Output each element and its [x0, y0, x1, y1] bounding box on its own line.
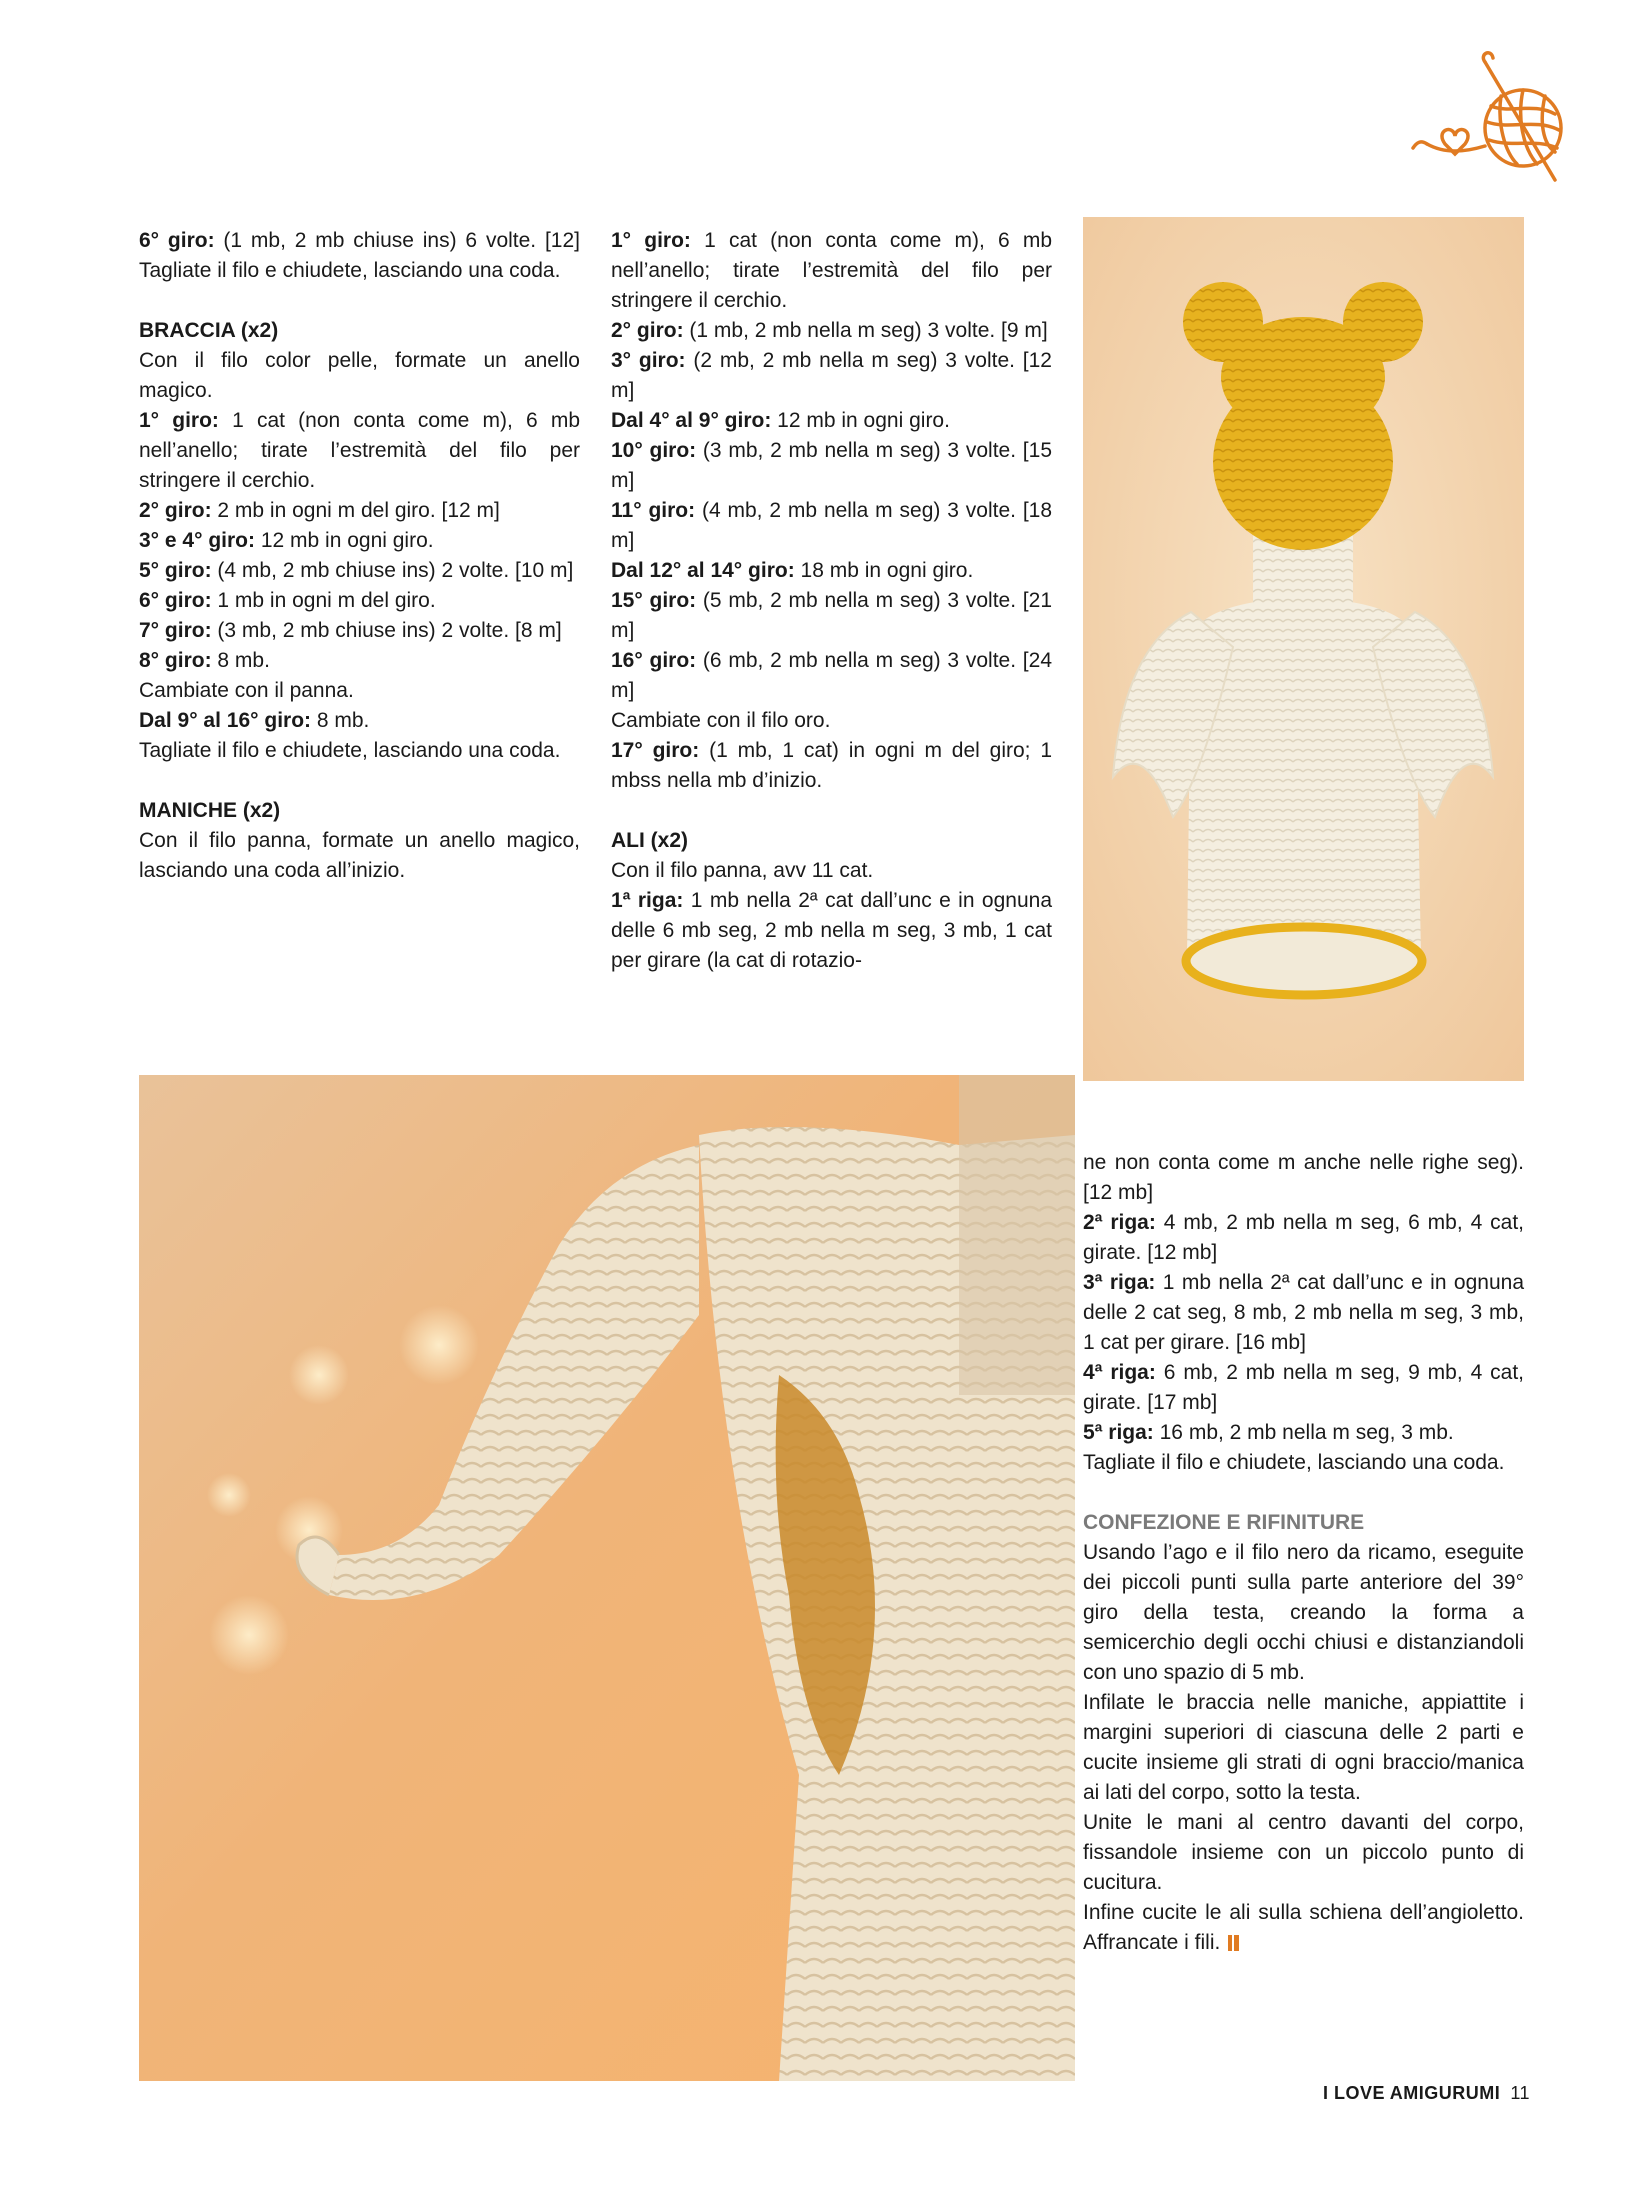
instruction-line: [139, 526, 580, 556]
round-label: 3ª riga:: [1083, 1271, 1156, 1294]
instruction-line: [139, 496, 580, 526]
instruction-text: Con il filo panna, avv 11 cat.: [611, 859, 874, 882]
instruction-line: [611, 316, 1052, 346]
round-label: Dal 12° al 14° giro:: [611, 559, 795, 582]
instruction-text: 12 mb in ogni giro.: [255, 529, 434, 552]
instruction-text: Usando l’ago e il filo nero da ricamo, eseguite dei piccoli punti sulla parte anteriore del 39° giro della testa, creando la forma a semicerchio degli occhi chiusi e distanziandoli con uno spazio di 5 mb.: [1083, 1541, 1524, 1684]
text-column-1: [139, 226, 580, 886]
instruction-text: 8 mb.: [311, 709, 370, 732]
instruction-line: [139, 616, 580, 646]
instruction-line: [139, 646, 580, 676]
instruction-line: [1083, 1898, 1524, 1958]
instruction-line: [139, 406, 580, 496]
instruction-text: (1 mb, 2 mb nella m seg) 3 volte. [9 m]: [683, 319, 1048, 342]
instruction-text: Infilate le braccia nelle maniche, appiattite i margini superiori di ciascuna delle 2 parti e cucite insieme gli strati di ogni braccio/manica ai lati del corpo, sotto la testa.: [1083, 1691, 1524, 1804]
instruction-text: 4 mb, 2 mb nella m seg, 6 mb, 4 cat, girate. [12 mb]: [1083, 1211, 1524, 1264]
instruction-text: 1 cat (non conta come m), 6 mb nell’anello; tirate l’estremità del filo per stringere il cerchio.: [139, 409, 580, 492]
round-label: 4ª riga:: [1083, 1361, 1156, 1384]
round-label: 3° giro:: [611, 349, 686, 372]
round-label: 6° giro:: [139, 589, 212, 612]
round-label: 2° giro:: [611, 319, 684, 342]
section-heading: BRACCIA (x2): [139, 319, 279, 342]
instruction-text: 6 mb, 2 mb nella m seg, 9 mb, 4 cat, girate. [17 mb]: [1083, 1361, 1524, 1414]
instruction-text: ne non conta come m anche nelle righe seg). [12 mb]: [1083, 1151, 1524, 1204]
instruction-text: Cambiate con il panna.: [139, 679, 354, 702]
yarn-ball-crochet-hook-heart-icon: [1405, 44, 1595, 194]
instruction-text: Tagliate il filo e chiudete, lasciando una coda.: [1083, 1451, 1505, 1474]
instruction-line: [139, 226, 580, 286]
instruction-text: 1 mb nella 2ª cat dall’unc e in ognuna delle 6 mb seg, 2 mb nella m seg, 3 mb, 1 cat per girare (la cat di rotazio-: [611, 889, 1053, 972]
instruction-text: (1 mb, 2 mb chiuse ins) 6 volte. [12] Tagliate il filo e chiudete, lasciando una coda.: [139, 229, 580, 282]
round-label: Dal 4° al 9° giro:: [611, 409, 772, 432]
instruction-text: (2 mb, 2 mb nella m seg) 3 volte. [12 m]: [611, 349, 1052, 402]
round-label: 1ª riga:: [611, 889, 684, 912]
round-label: 2ª riga:: [1083, 1211, 1156, 1234]
magazine-name: I LOVE AMIGURUMI: [1322, 2083, 1501, 2103]
arm-closeup-photo: [139, 1075, 1075, 2081]
instruction-line: [1083, 1148, 1524, 1208]
instruction-text: (6 mb, 2 mb nella m seg) 3 volte. [24 m]: [611, 649, 1053, 702]
instruction-line: [1083, 1268, 1524, 1358]
instruction-line: [611, 856, 1052, 886]
page-number: 11: [1510, 2083, 1530, 2103]
instruction-line: [611, 406, 1052, 436]
instruction-line: [139, 826, 580, 886]
section-heading: ALI (x2): [611, 829, 689, 852]
paragraph-gap: [139, 286, 580, 316]
instruction-line: [611, 436, 1052, 496]
instruction-line: [611, 586, 1052, 646]
round-label: 5ª riga:: [1083, 1421, 1154, 1444]
instruction-line: [1083, 1538, 1524, 1688]
instruction-line: [1083, 1418, 1524, 1448]
instruction-line: [139, 346, 580, 406]
instruction-text: 18 mb in ogni giro.: [794, 559, 974, 582]
instruction-line: [611, 346, 1052, 406]
round-label: Dal 9° al 16° giro:: [139, 709, 312, 732]
paragraph-gap: [611, 796, 1052, 826]
instruction-line: [139, 676, 580, 706]
paragraph-gap: [139, 766, 580, 796]
instruction-line: [1083, 1208, 1524, 1268]
round-label: 5° giro:: [139, 559, 212, 582]
instruction-line: [611, 226, 1052, 316]
instruction-line: [1083, 1808, 1524, 1898]
round-label: 3° e 4° giro:: [139, 529, 255, 552]
round-label: 6° giro:: [139, 229, 215, 252]
instruction-text: 1 mb nella 2ª cat dall’unc e in ognuna delle 2 cat seg, 8 mb, 2 mb nella m seg, 3 mb, 1 cat per girare. [16 mb]: [1083, 1271, 1525, 1354]
paragraph-gap: [1083, 1478, 1524, 1508]
instruction-text: 1 cat (non conta come m), 6 mb nell’anello; tirate l’estremità del filo per stringere il cerchio.: [611, 229, 1052, 312]
instruction-text: Infine cucite le ali sulla schiena dell’angioletto. Affrancate i fili.: [1083, 1901, 1524, 1954]
round-label: 15° giro:: [611, 589, 697, 612]
instruction-line: [1083, 1688, 1524, 1808]
instruction-line: [139, 586, 580, 616]
instruction-line: [1083, 1448, 1524, 1478]
instruction-text: (5 mb, 2 mb nella m seg) 3 volte. [21 m]: [611, 589, 1053, 642]
instruction-text: Tagliate il filo e chiudete, lasciando una coda.: [139, 739, 561, 762]
instruction-text: 2 mb in ogni m del giro. [12 m]: [211, 499, 500, 522]
section-heading: MANICHE (x2): [139, 799, 281, 822]
round-label: 7° giro:: [139, 619, 212, 642]
round-label: 8° giro:: [139, 649, 212, 672]
instruction-line: [611, 496, 1052, 556]
angel-doll-photo: [1083, 217, 1524, 1081]
instruction-text: (4 mb, 2 mb chiuse ins) 2 volte. [10 m]: [211, 559, 574, 582]
instruction-text: 1 mb in ogni m del giro.: [211, 589, 436, 612]
instruction-text: (4 mb, 2 mb nella m seg) 3 volte. [18 m]: [611, 499, 1053, 552]
instruction-text: 8 mb.: [211, 649, 270, 672]
text-column-3: [1083, 1148, 1524, 1958]
instruction-line: [611, 556, 1052, 586]
instruction-line: [611, 646, 1052, 706]
round-label: 10° giro:: [611, 439, 697, 462]
instruction-line: [611, 706, 1052, 736]
instruction-text: 12 mb in ogni giro.: [771, 409, 950, 432]
instruction-text: (1 mb, 1 cat) in ogni m del giro; 1 mbss nella mb d’inizio.: [611, 739, 1052, 792]
instruction-text: Unite le mani al centro davanti del corpo, fissandole insieme con un piccolo punto di cucitura.: [1083, 1811, 1524, 1894]
instruction-text: (3 mb, 2 mb nella m seg) 3 volte. [15 m]: [611, 439, 1053, 492]
section-heading: CONFEZIONE E RIFINITURE: [1083, 1511, 1365, 1534]
instruction-text: Cambiate con il filo oro.: [611, 709, 831, 732]
instruction-line: [1083, 1358, 1524, 1418]
round-label: 17° giro:: [611, 739, 700, 762]
instruction-text: Con il filo panna, formate un anello magico, lasciando una coda all’inizio.: [139, 829, 580, 882]
instruction-line: [139, 706, 580, 736]
instruction-line: [139, 736, 580, 766]
instruction-text: (3 mb, 2 mb chiuse ins) 2 volte. [8 m]: [211, 619, 562, 642]
text-column-2: [611, 226, 1052, 976]
instruction-line: [611, 736, 1052, 796]
round-label: 16° giro:: [611, 649, 697, 672]
instruction-line: [611, 886, 1052, 976]
end-of-article-mark-icon: [1228, 1930, 1240, 1948]
round-label: 1° giro:: [139, 409, 219, 432]
instruction-text: 16 mb, 2 mb nella m seg, 3 mb.: [1153, 1421, 1454, 1444]
instruction-line: [139, 556, 580, 586]
round-label: 1° giro:: [611, 229, 691, 252]
page-footer: [1323, 2083, 1530, 2104]
round-label: 11° giro:: [611, 499, 696, 522]
round-label: 2° giro:: [139, 499, 212, 522]
instruction-text: Con il filo color pelle, formate un anello magico.: [139, 349, 580, 402]
